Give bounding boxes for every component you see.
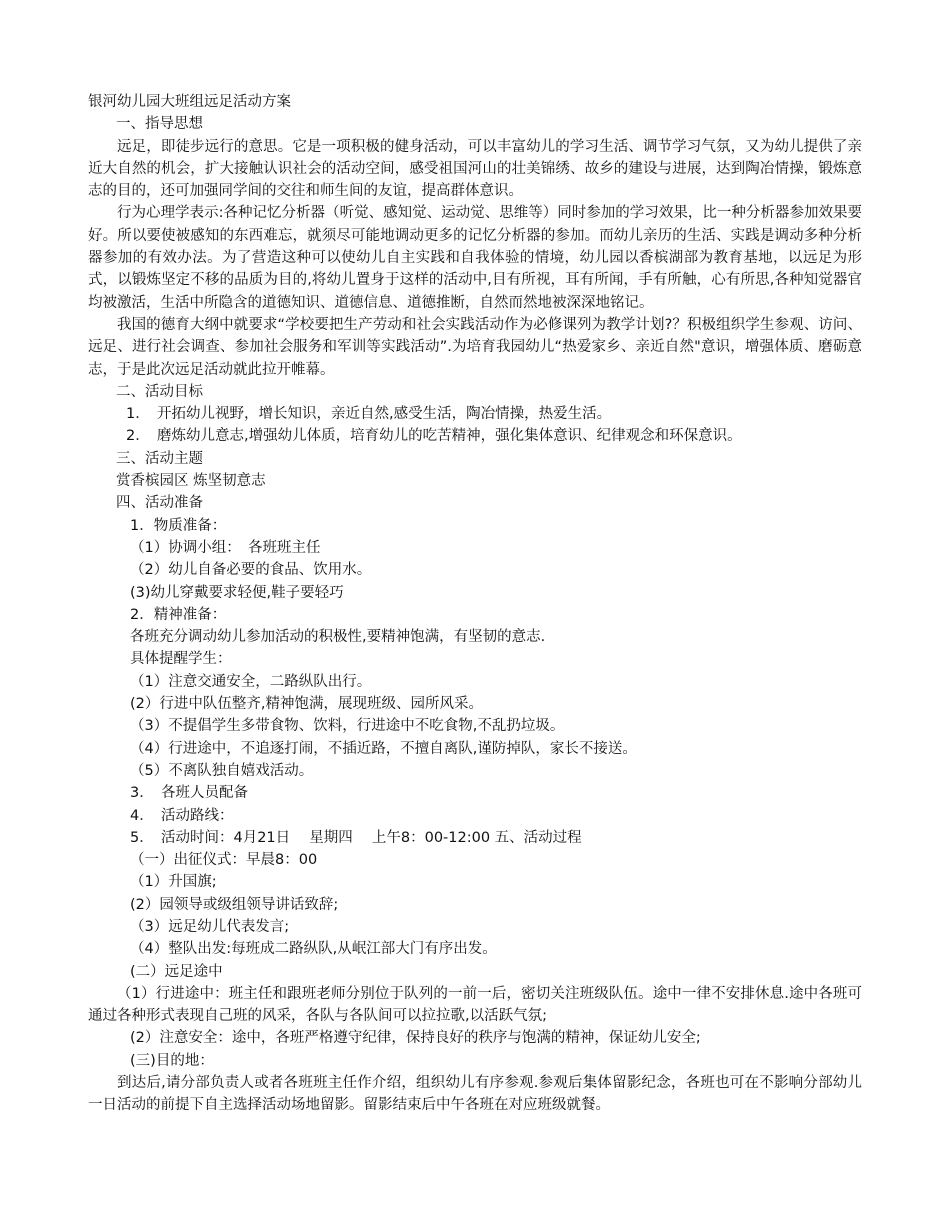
paragraph-moral-education: 我国的德育大纲中就要求“学校要把生产劳动和社会实践活动作为必修课列为教学计划?？积极组织学生参观、访问、远足、进行社会调查、参加社会服务和军训等实践活动”.为培育我园幼儿“热爱家乡、亲近自然"意识，增强体质、磨砺意志，于是此次远足活动就此拉开帷幕。: [88, 316, 862, 378]
destination-text: 到达后,请分部负责人或者各班班主任作介绍，组织幼儿有序参观.参观后集体留影纪念，各班也可在不影响分部幼儿一日活动的前提下自主选择活动场地留影。留影结束后中午各班在对应班级就餐。: [88, 1075, 862, 1114]
march-item-2: (2）注意安全：途中，各班严格遵守纪律，保持良好的秩序与饱满的精神，保证幼儿安全;: [130, 1030, 701, 1047]
prep-spirit-text: 各班充分调动幼儿参加活动的积极性,要精神饱满，有坚韧的意志.: [130, 629, 546, 646]
theme-text: 赏香槟园区 炼坚韧意志: [116, 473, 266, 490]
process-march-heading: (二）远足途中: [130, 963, 223, 980]
prep-material-heading: 1．物质准备：: [130, 517, 227, 534]
ceremony-item-2: (2）园领导或级组领导讲话致辞;: [130, 896, 339, 913]
section-heading-goals: 二、活动目标: [116, 383, 203, 400]
goal-item-2: 2． 磨炼幼儿意志,增强幼儿体质，培育幼儿的吃苦精神，强化集体意识、纪律观念和环保意识。: [126, 428, 742, 445]
document-body: [88, 91, 862, 1117]
reminder-item-1: （1）注意交通安全，二路纵队出行。: [130, 673, 372, 690]
prep-staffing: 3． 各班人员配备: [130, 785, 248, 802]
document-title: 银河幼儿园大班组远足活动方案: [88, 94, 291, 110]
section-heading-guiding-ideology: 一、指导思想: [116, 116, 203, 133]
prep-time: 5． 活动时间：4月21日 星期四 上午8：00-12:00 五、活动过程: [130, 829, 582, 846]
reminder-heading: 具体提醒学生：: [130, 651, 232, 668]
process-destination-heading: (三)目的地：: [130, 1052, 214, 1069]
ceremony-item-3: （3）远足幼儿代表发言;: [130, 918, 290, 935]
goal-item-1: 1． 开拓幼儿视野，增长知识，亲近自然,感受生活，陶冶情操，热爱生活。: [126, 406, 612, 423]
paragraph-psychology: 行为心理学表示:各种记忆分析器（听觉、感知觉、运动觉、思维等）同时参加的学习效果，比一种分析器参加效果要好。所以要使被感知的东西难忘，就须尽可能地调动更多的记忆分析器的参加。而幼儿亲历的生活、实践是调动多种分析器参加的有效办法。为了营造这种可以使幼儿自主实践和自我体验的情境，幼儿园以香槟湖部为教育基地，以远足为形式，以锻炼坚定不移的品质为目的,将幼儿置身于这样的活动中,目有所视，耳有所闻，手有所触，心有所思,各种知觉器官均被激活，生活中所隐含的道德知识、道德信息、道德推断，自然而然地被深深地铭记。: [88, 205, 862, 311]
section-heading-preparation: 四、活动准备: [116, 495, 203, 512]
paragraph-definition: 远足，即徒步远行的意思。它是一项积极的健身活动，可以丰富幼儿的学习生活、调节学习气氛，又为幼儿提供了亲近大自然的机会，扩大接触认识社会的活动空间，感受祖国河山的壮美锦绣、故乡的建设与进展，达到陶冶情操，锻炼意志的目的，还可加强同学间的交往和师生间的友谊，提高群体意识。: [88, 138, 862, 200]
march-item-1: （1）行进途中：班主任和跟班老师分别位于队列的一前一后，密切关注班级队伍。途中一律不安排休息.途中各班可通过各种形式表现自己班的风采，各队与各队间可以拉拉歌,以活跃气氛;: [88, 985, 862, 1025]
section-heading-theme: 三、活动主题: [116, 450, 203, 467]
prep-spirit-heading: 2．精神准备：: [130, 606, 227, 623]
ceremony-item-4: （4）整队出发:每班成二路纵队,从岷江部大门有序出发。: [130, 941, 497, 958]
prep-material-item-2: （2）幼儿自备必要的食品、饮用水。: [130, 562, 372, 579]
ceremony-item-1: （1）升国旗;: [130, 874, 217, 891]
reminder-item-5: （5）不离队独自嬉戏活动。: [130, 762, 314, 779]
reminder-item-4: （4）行进途中，不追逐打闹，不插近路，不擅自离队,谨防掉队，家长不接送。: [130, 740, 637, 757]
reminder-item-2: (2）行进中队伍整齐,精神饱满，展现班级、园所风采。: [130, 696, 483, 713]
reminder-item-3: （3）不提倡学生多带食物、饮料，行进途中不吃食物,不乱扔垃圾。: [130, 718, 565, 735]
prep-material-item-3: (3)幼儿穿戴要求轻便,鞋子要轻巧: [130, 584, 344, 601]
prep-route: 4． 活动路线：: [130, 807, 234, 824]
process-ceremony-heading: （一）出征仪式：早晨8：00: [130, 852, 318, 869]
prep-material-item-1: （1）协调小组： 各班班主任: [130, 539, 321, 556]
